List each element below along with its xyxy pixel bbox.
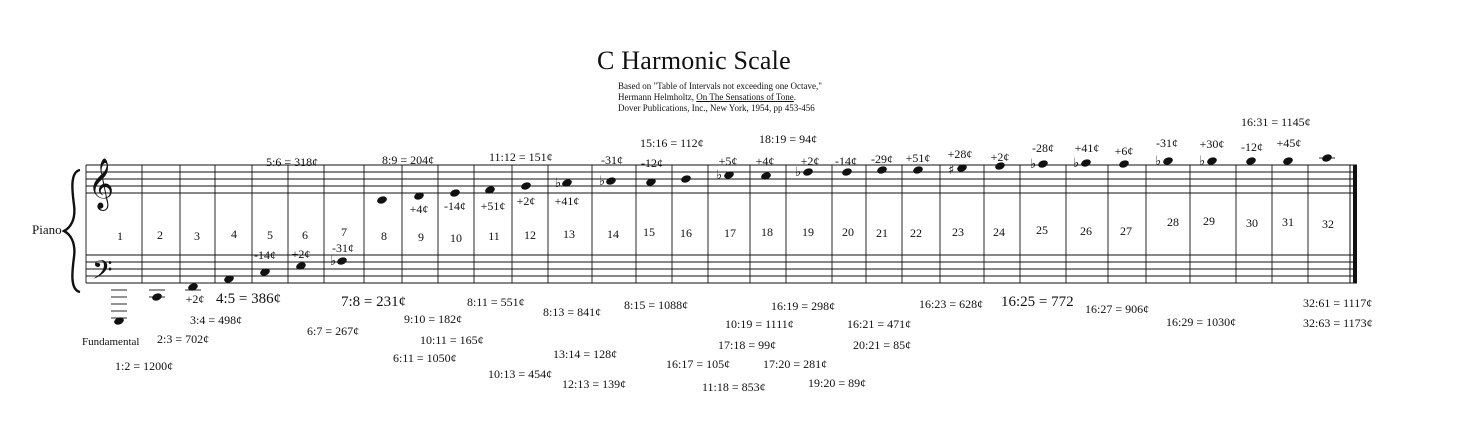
ratio-3-4: 3:4 = 498¢ — [190, 313, 243, 327]
ratio-20-21: 20:21 = 85¢ — [853, 338, 912, 352]
cents-26: +41¢ — [1074, 141, 1100, 155]
harmonic-number-22: 22 — [910, 226, 922, 240]
ratio-4-5: 4:5 = 386¢ — [216, 291, 282, 307]
flat-icon: ♭ — [1030, 157, 1037, 172]
cents-29: +30¢ — [1199, 137, 1225, 151]
ratio-13-14: 13:14 = 128¢ — [553, 347, 618, 361]
page-title: C Harmonic Scale — [597, 46, 791, 75]
cents-3: +2¢ — [185, 292, 205, 306]
ratio-8-9: 8:9 = 204¢ — [382, 153, 435, 167]
harmonic-number-27: 27 — [1120, 224, 1132, 238]
note-16 — [680, 174, 692, 184]
citation-line-2 — [618, 93, 796, 102]
harmonic-number-18: 18 — [761, 225, 773, 239]
ratio-19-20: 19:20 = 89¢ — [808, 376, 867, 390]
ratio-17-18: 17:18 = 99¢ — [718, 338, 777, 352]
cents-19: +2¢ — [800, 154, 820, 168]
harmonic-number-19: 19 — [802, 225, 814, 239]
note-14 — [605, 176, 617, 186]
note-26 — [1080, 158, 1092, 168]
harmonic-number-11: 11 — [488, 229, 500, 243]
citation-author: Hermann Helmholtz, — [618, 92, 697, 102]
note-8 — [376, 195, 388, 205]
harmonic-number-30: 30 — [1246, 216, 1258, 230]
note-20 — [841, 167, 853, 177]
harmonic-number-6: 6 — [302, 228, 308, 242]
ratio-18-19: 18:19 = 94¢ — [759, 132, 818, 146]
flat-icon: ♭ — [599, 174, 606, 189]
harmonic-number-13: 13 — [563, 227, 575, 241]
ratio-6-11: 6:11 = 1050¢ — [393, 351, 457, 365]
harmonic-number-9: 9 — [418, 230, 424, 244]
ratio-10-19: 10:19 = 1111¢ — [725, 317, 794, 331]
bass-staff-lines — [86, 255, 1357, 283]
cents-15: -12¢ — [641, 156, 663, 170]
harmonic-number-25: 25 — [1036, 223, 1048, 237]
ratio-16-23: 16:23 = 628¢ — [919, 297, 984, 311]
cents-18: +4¢ — [755, 154, 775, 168]
ratio-11-18: 11:18 = 853¢ — [702, 380, 766, 394]
cents-25: -28¢ — [1032, 141, 1054, 155]
ratio-2-3: 2:3 = 702¢ — [157, 332, 210, 346]
ratio-9-10: 9:10 = 182¢ — [404, 312, 463, 326]
ratio-8-11: 8:11 = 551¢ — [467, 295, 525, 309]
note-21 — [876, 165, 888, 175]
harmonic-number-29: 29 — [1203, 214, 1215, 228]
harmonic-number-5: 5 — [267, 228, 273, 242]
ratio-6-7: 6:7 = 267¢ — [307, 324, 360, 338]
cents-13: +41¢ — [554, 194, 580, 208]
note-10 — [449, 188, 461, 198]
harmonic-number-20: 20 — [842, 225, 854, 239]
cents-10: -14¢ — [444, 199, 466, 213]
harmonic-number-3: 3 — [194, 229, 200, 243]
citation-book-title: On The Sensations of Tone — [696, 92, 794, 102]
citation-line-3: Dover Publications, Inc., New York, 1954, pp 453-456 — [618, 103, 815, 113]
harmonic-number-2: 2 — [157, 228, 163, 242]
harmonic-number-21: 21 — [876, 226, 888, 240]
ratio-16-25: 16:25 = 772 — [1001, 294, 1074, 310]
fundamental-note — [111, 290, 127, 318]
harmonic-number-4: 4 — [231, 227, 237, 241]
note-25 — [1037, 159, 1049, 169]
harmonic-number-23: 23 — [952, 225, 964, 239]
harmonic-number-7: 7 — [341, 225, 347, 239]
harmonic-number-32: 32 — [1322, 217, 1334, 231]
cents-31: +45¢ — [1276, 136, 1302, 150]
cents-11: +51¢ — [480, 199, 506, 213]
ratio-16-17: 16:17 = 105¢ — [666, 357, 731, 371]
harmonic-number-17: 17 — [724, 226, 736, 240]
harmonic-number-24: 24 — [993, 225, 1005, 239]
harmonic-number-1: 1 — [117, 229, 123, 243]
ratio-16-31: 16:31 = 1145¢ — [1241, 115, 1311, 129]
ratio-10-11: 10:11 = 165¢ — [420, 333, 484, 347]
note-12 — [520, 181, 532, 191]
cents-12: +2¢ — [516, 194, 536, 208]
cents-27: +6¢ — [1114, 144, 1134, 158]
note-29 — [1206, 156, 1218, 166]
flat-icon: ♭ — [330, 254, 337, 269]
citation-punct: . — [793, 92, 797, 102]
cents-7: -31¢ — [332, 241, 354, 255]
flat-icon: ♭ — [1155, 154, 1162, 169]
cents-22: +51¢ — [905, 151, 931, 165]
harmonic-number-8: 8 — [381, 229, 387, 243]
cents-5: -14¢ — [254, 248, 276, 262]
note-22 — [912, 165, 924, 175]
cents-6: +2¢ — [291, 247, 311, 261]
sharp-icon: ♯ — [948, 163, 955, 178]
cents-17: +5¢ — [718, 154, 738, 168]
flat-icon: ♭ — [555, 176, 562, 191]
cents-28: -31¢ — [1156, 136, 1178, 150]
note-28 — [1162, 156, 1174, 166]
flat-icon: ♭ — [795, 165, 802, 180]
cents-9: +4¢ — [409, 202, 429, 216]
note-7 — [336, 256, 348, 266]
cents-30: -12¢ — [1241, 140, 1263, 154]
ratio-11-12: 11:12 = 151¢ — [489, 150, 553, 164]
flat-icon: ♭ — [716, 168, 723, 183]
harmonic-number-10: 10 — [450, 231, 462, 245]
note-27 — [1118, 159, 1130, 169]
ratio-16-27: 16:27 = 906¢ — [1085, 302, 1150, 316]
ratio-16-19: 16:19 = 298¢ — [771, 299, 836, 313]
cents-23: +28¢ — [947, 147, 973, 161]
cents-21: -29¢ — [871, 152, 893, 166]
citation-line-1: Based on "Table of Intervals not exceeding one Octave," — [618, 81, 822, 91]
harmonic-number-14: 14 — [607, 227, 619, 241]
ratio-8-13: 8:13 = 841¢ — [543, 305, 602, 319]
harmonic-number-16: 16 — [680, 226, 692, 240]
note-19 — [802, 167, 814, 177]
note-2 — [151, 292, 163, 302]
bass-clef-icon: 𝄢 — [92, 254, 113, 292]
ratio-7-8: 7:8 = 231¢ — [341, 294, 407, 310]
ratio-5-6: 5:6 = 318¢ — [266, 155, 319, 169]
cents-24: +2¢ — [990, 150, 1010, 164]
ratio-15-16: 15:16 = 112¢ — [640, 136, 704, 150]
system-brace — [64, 170, 80, 292]
ratio-1-2: 1:2 = 1200¢ — [115, 359, 174, 373]
ratio-8-15: 8:15 = 1088¢ — [624, 298, 689, 312]
ratio-32-63: 32:63 = 1173¢ — [1303, 316, 1373, 330]
note-31 — [1282, 156, 1294, 166]
harmonic-number-12: 12 — [524, 228, 536, 242]
instrument-label: Piano — [32, 222, 62, 237]
note-30 — [1245, 156, 1257, 166]
ratio-10-13: 10:13 = 454¢ — [488, 367, 553, 381]
flat-icon: ♭ — [1199, 154, 1206, 169]
ratio-12-13: 12:13 = 139¢ — [562, 377, 627, 391]
harmonic-number-15: 15 — [643, 225, 655, 239]
harmonic-number-26: 26 — [1080, 224, 1092, 238]
harmonic-number-31: 31 — [1282, 215, 1294, 229]
ratio-17-20: 17:20 = 281¢ — [763, 357, 828, 371]
flat-icon: ♭ — [1073, 156, 1080, 171]
harmonic-number-28: 28 — [1167, 215, 1179, 229]
ratio-16-29: 16:29 = 1030¢ — [1166, 315, 1237, 329]
cents-20: -14¢ — [835, 154, 857, 168]
fundamental-label: Fundamental — [82, 336, 140, 348]
ratio-32-61: 32:61 = 1117¢ — [1303, 296, 1373, 310]
ratio-16-21: 16:21 = 471¢ — [847, 317, 912, 331]
treble-clef-icon: 𝄞 — [88, 158, 115, 209]
cents-14: -31¢ — [601, 153, 623, 167]
